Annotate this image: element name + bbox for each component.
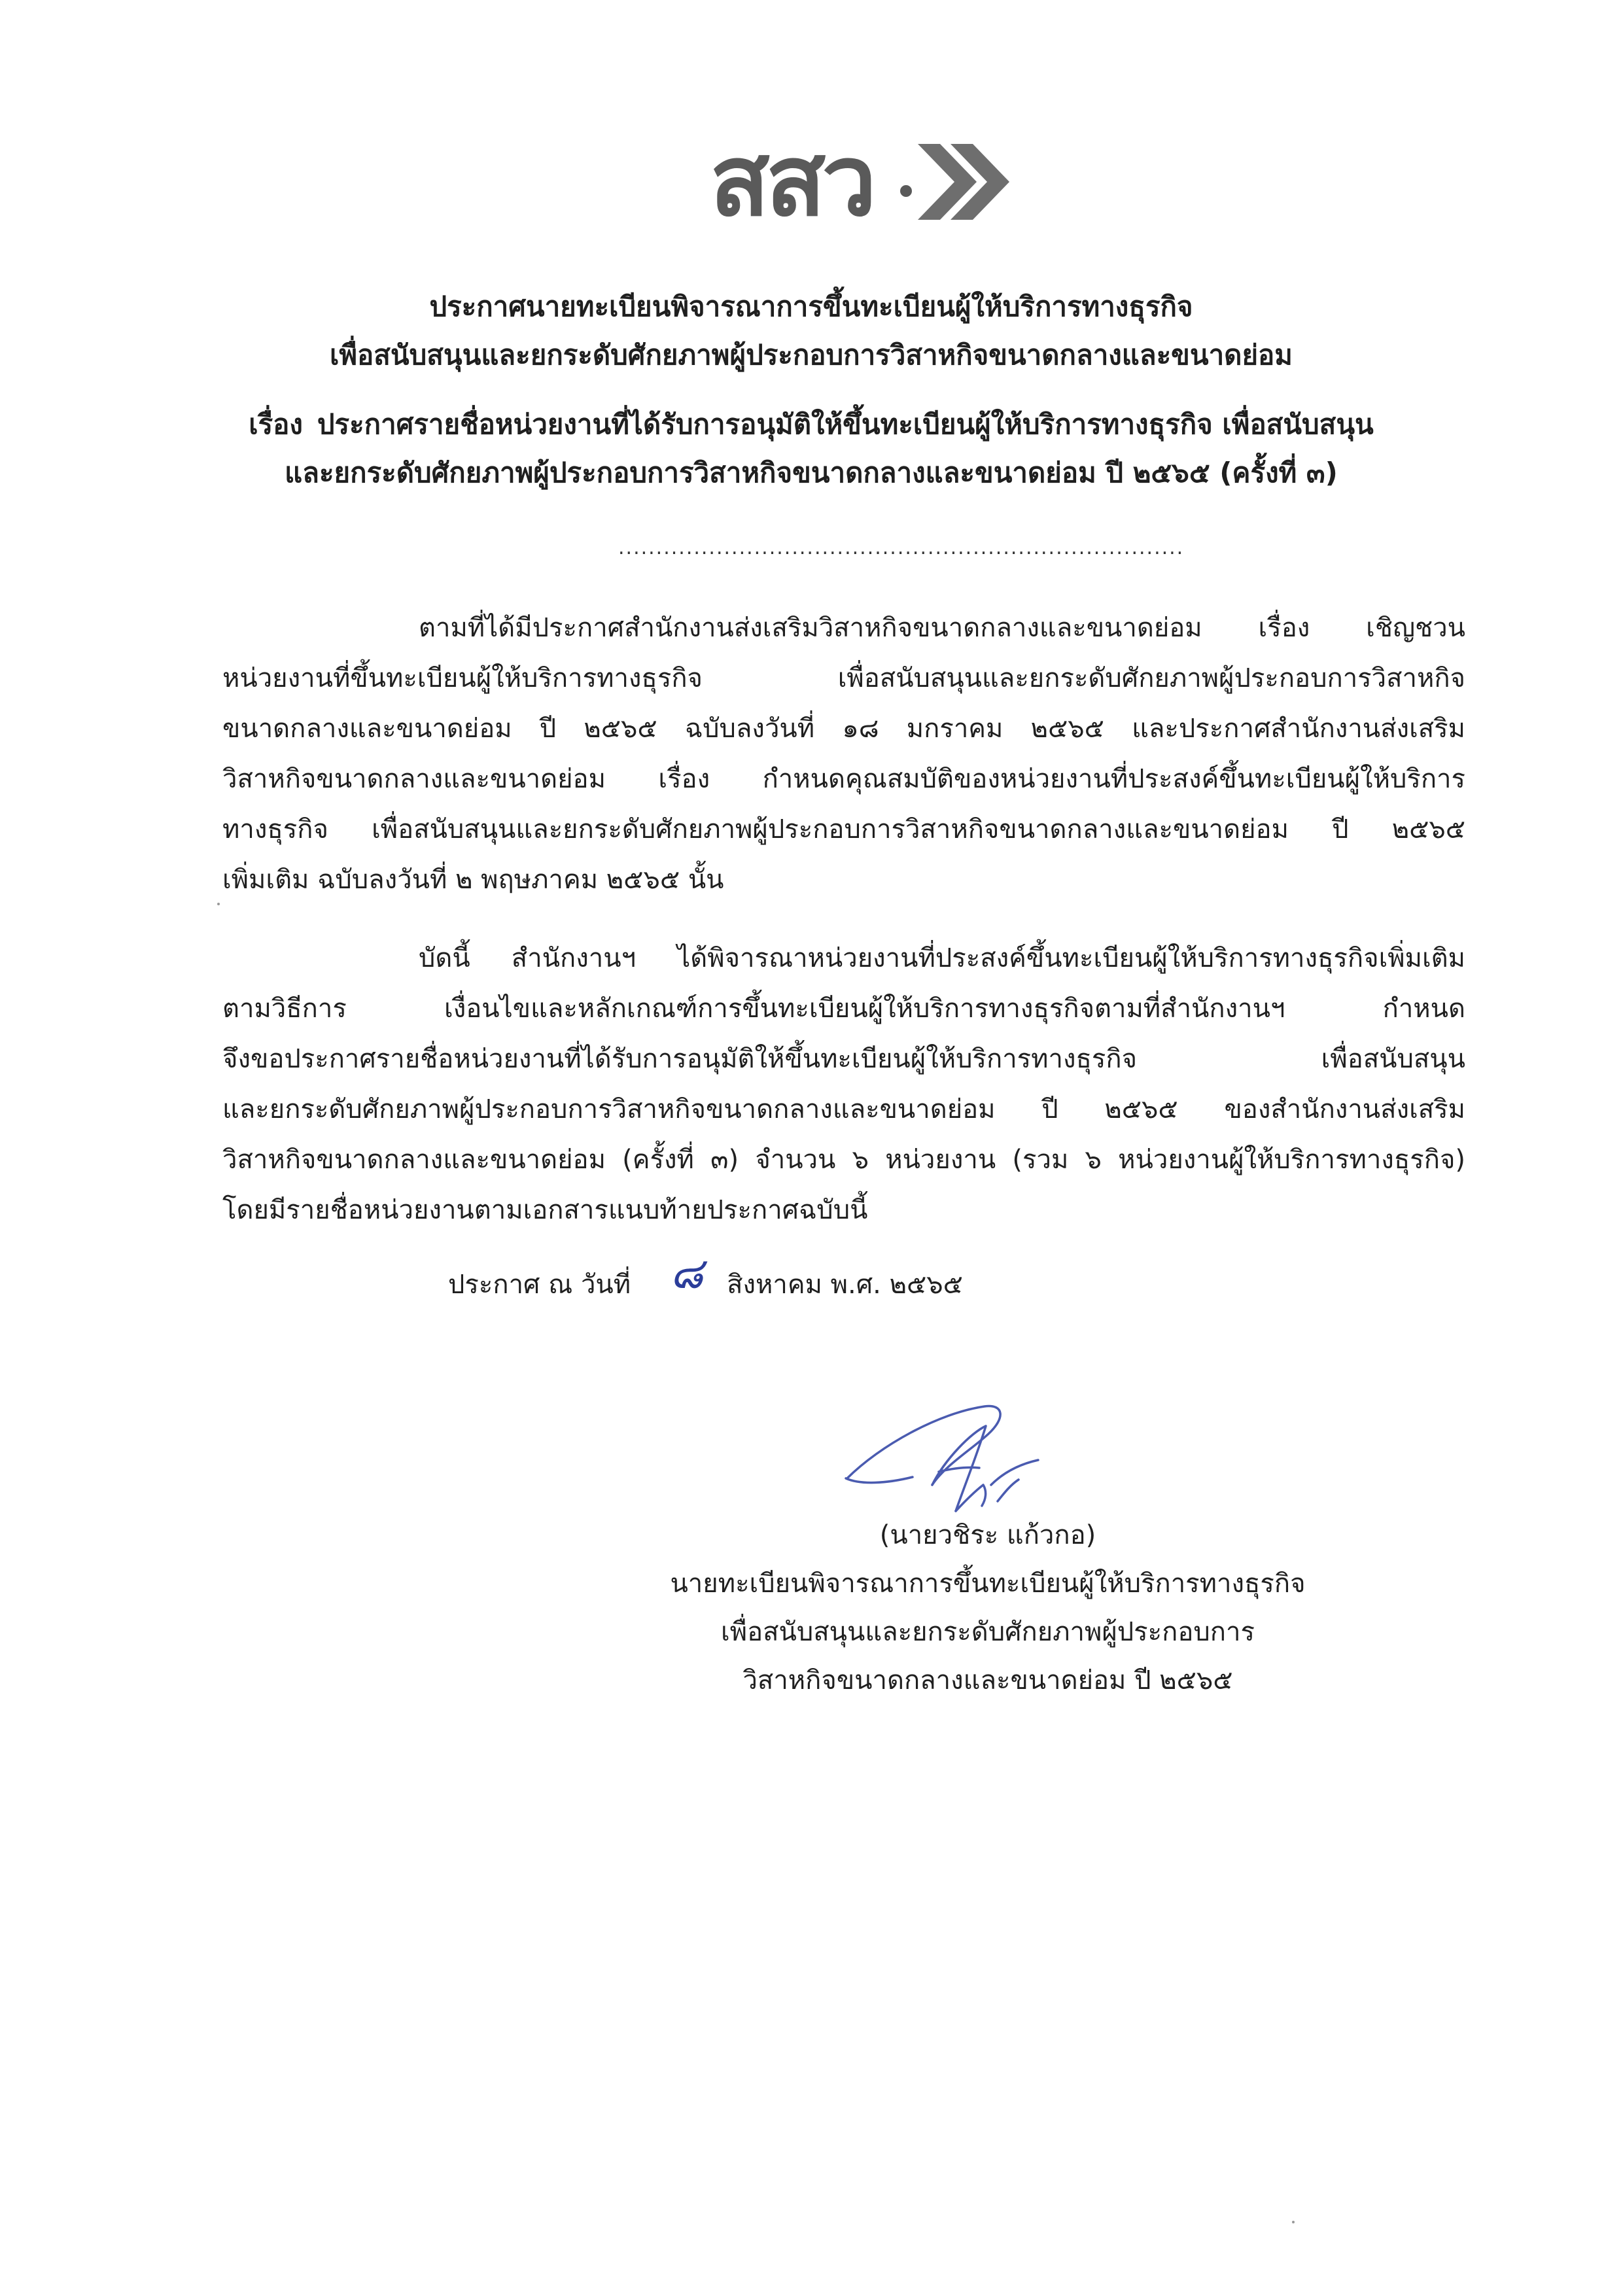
paragraph-line: บัดนี้ สำนักงานฯ ได้พิจารณาหน่วยงานที่ประสงค์ขึ้นทะเบียนผู้ให้บริการทางธุรกิจเพิ่มเติม <box>419 943 1465 973</box>
signatory-name: (นายวชิระ แก้วกอ) <box>879 1520 1096 1550</box>
signatory-title-line: เพื่อสนับสนุนและยกระดับศักยภาพผู้ประกอบการ <box>721 1617 1255 1647</box>
paragraph-line: ตามวิธีการ เงื่อนไขและหลักเกณฑ์การขึ้นทะเบียนผู้ให้บริการทางธุรกิจตามที่สำนักงานฯ กำหนด <box>222 994 1465 1024</box>
handwritten-signature <box>834 1387 1070 1531</box>
paragraph-line: หน่วยงานที่ขึ้นทะเบียนผู้ให้บริการทางธุรกิจ เพื่อสนับสนุนและยกระดับศักยภาพผู้ประกอบการวิสาหกิจ <box>222 663 1465 693</box>
signatory-title-line: วิสาหกิจขนาดกลางและขนาดย่อม ปี ๒๕๖๕ <box>742 1665 1233 1696</box>
signatory-title-line: นายทะเบียนพิจารณาการขึ้นทะเบียนผู้ให้บริการทางธุรกิจ <box>670 1569 1306 1599</box>
announcement-date <box>448 1248 963 1304</box>
paragraph-line: วิสาหกิจขนาดกลางและขนาดย่อม เรื่อง กำหนดคุณสมบัติของหน่วยงานที่ประสงค์ขึ้นทะเบียนผู้ให้บริการ <box>222 764 1465 794</box>
logo-dot <box>900 185 912 197</box>
scan-speck <box>1292 2221 1295 2223</box>
osmep-logo <box>710 126 1017 235</box>
logo-text: สสว <box>710 126 873 235</box>
announcement-subject <box>196 400 1426 497</box>
paragraph-line: ทางธุรกิจ เพื่อสนับสนุนและยกระดับศักยภาพผู้ประกอบการวิสาหกิจขนาดกลางและขนาดย่อม ปี ๒๕๖๕ <box>222 814 1465 844</box>
subject-line-1 <box>196 400 1426 449</box>
header-line-2: เพื่อสนับสนุนและยกระดับศักยภาพผู้ประกอบการวิสาหกิจขนาดกลางและขนาดย่อม <box>330 339 1293 371</box>
subject-label: เรื่อง <box>249 408 303 440</box>
separator-dots: ........................................................................... <box>618 536 1185 559</box>
subject-text-1: ประกาศรายชื่อหน่วยงานที่ได้รับการอนุมัติให้ขึ้นทะเบียนผู้ให้บริการทางธุรกิจ เพื่อสนับสนุน <box>317 408 1374 440</box>
date-day-handwritten: ๘ <box>670 1248 704 1298</box>
signatory-block <box>628 1511 1348 1705</box>
announcement-header <box>196 283 1426 379</box>
date-month-year: สิงหาคม พ.ศ. ๒๕๖๕ <box>727 1270 963 1300</box>
paragraph-line: ขนาดกลางและขนาดย่อม ปี ๒๕๖๕ ฉบับลงวันที่ ๑๘ มกราคม ๒๕๖๕ และประกาศสำนักงานส่งเสริม <box>222 714 1465 744</box>
paragraph-line: ตามที่ได้มีประกาศสำนักงานส่งเสริมวิสาหกิจขนาดกลางและขนาดย่อม เรื่อง เชิญชวน <box>419 613 1465 643</box>
date-prefix: ประกาศ ณ วันที่ <box>448 1270 631 1300</box>
paragraph-line: จึงขอประกาศรายชื่อหน่วยงานที่ได้รับการอนุมัติให้ขึ้นทะเบียนผู้ให้บริการทางธุรกิจ เพื่อสนับสนุน <box>222 1044 1465 1074</box>
header-line-1: ประกาศนายทะเบียนพิจารณาการขึ้นทะเบียนผู้ให้บริการทางธุรกิจ <box>429 290 1193 322</box>
subject-line-2: และยกระดับศักยภาพผู้ประกอบการวิสาหกิจขนาดกลางและขนาดย่อม ปี ๒๕๖๕ (ครั้งที่ ๓) <box>285 457 1338 489</box>
paragraph-line: โดยมีรายชื่อหน่วยงานตามเอกสารแนบท้ายประกาศฉบับนี้ <box>222 1195 868 1225</box>
body-paragraph-2 <box>222 933 1465 1236</box>
double-chevron-right-icon <box>918 144 1009 220</box>
paragraph-line: เพิ่มเติม ฉบับลงวันที่ ๒ พฤษภาคม ๒๕๖๕ นั้น <box>222 865 724 895</box>
paragraph-line: วิสาหกิจขนาดกลางและขนาดย่อม (ครั้งที่ ๓) จำนวน ๖ หน่วยงาน (รวม ๖ หน่วยงานผู้ให้บริการทางธุรกิจ) <box>222 1145 1465 1175</box>
paragraph-line: และยกระดับศักยภาพผู้ประกอบการวิสาหกิจขนาดกลางและขนาดย่อม ปี ๒๕๖๕ ของสำนักงานส่งเสริม <box>222 1094 1466 1124</box>
body-paragraph-1 <box>222 603 1465 905</box>
scan-speck <box>217 903 220 905</box>
